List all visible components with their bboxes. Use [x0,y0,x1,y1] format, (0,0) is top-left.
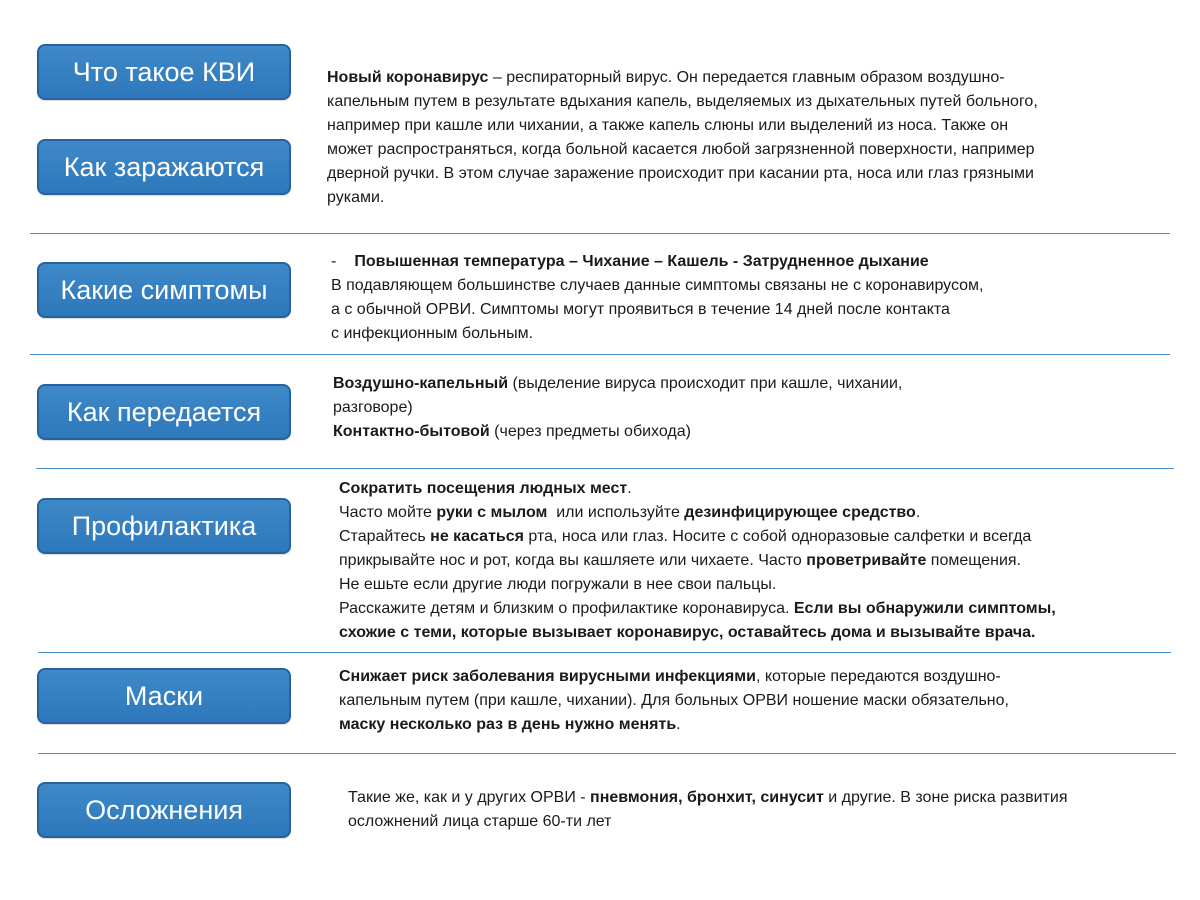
text-line [339,477,1056,501]
text-line: капельным путем в результате вдыхания капель, выделяемых из дыхательных путей больного, [327,93,1038,110]
text-line [339,713,1009,737]
section-divider [38,652,1171,653]
text-line [333,420,902,444]
section-transmission-text [333,372,902,444]
text-line [333,372,902,396]
text-line: с инфекционным больным. [331,325,534,342]
bold-term: Сократить посещения людных мест [339,480,628,497]
bold-term: маску несколько раз в день нужно менять [339,716,677,733]
text-span: и другие. В зоне риска развития [823,789,1068,806]
text-line [348,786,1067,810]
text-line: разговоре) [333,399,413,416]
bold-term: не касаться [430,528,524,545]
bold-term: Новый коронавирус [327,69,489,86]
text-span: помещения. [926,552,1022,569]
text-span: . [915,504,921,521]
text-span: рта, носа или глаз. Носите с собой одноразовые салфетки и всегда [523,528,1032,545]
list-dash: - [331,253,337,270]
section-divider [30,233,1170,234]
text-line: руками. [327,189,385,206]
bold-term: Воздушно-капельный [333,375,509,392]
text-line: а с обычной ОРВИ. Симптомы могут проявиться в течение 14 дней после контакта [331,301,950,318]
text-line: капельным путем (при кашле, чихании). Для больных ОРВИ ношение маски обязательно, [339,692,1009,709]
section-complications-text [348,786,1067,834]
text-span: Старайтесь [339,528,431,545]
section-prevention-text [339,477,1056,645]
section-symptoms-text [331,250,984,346]
text-span: – респираторный вирус. Он передается главным образом воздушно- [488,69,1005,86]
text-line: осложнений лица старше 60-ти лет [348,813,612,830]
bold-term: Контактно-бытовой [333,423,490,440]
text-line [339,621,1056,645]
bold-term: руки с мылом [436,504,548,521]
text-line: В подавляющем большинстве случаев данные симптомы связаны не с коронавирусом, [331,277,984,294]
text-line [327,66,1038,90]
text-line [331,250,984,274]
text-line [339,665,1009,689]
bold-term: схожие с теми, которые вызывает коронавирус, оставайтесь дома и вызывайте врача. [339,624,1036,641]
section-divider [36,468,1174,469]
bold-term: проветривайте [806,552,927,569]
section-masks-text [339,665,1009,737]
text-span: или используйте [547,504,685,521]
bold-term: Если вы обнаружили симптомы, [793,600,1056,617]
bold-term: Снижает риск заболевания вирусными инфекциями [339,668,756,685]
sidebar-item-prevention[interactable]: Профилактика [37,498,291,554]
bold-term: дезинфицирующее средство [684,504,916,521]
text-span: . [676,716,681,733]
text-span: , которые передаются воздушно- [755,668,1001,685]
text-span: прикрывайте нос и рот, когда вы кашляете или чихаете. Часто [339,552,807,569]
text-span: (через предметы обихода) [489,423,691,440]
text-line: например при кашле или чихании, а также капель слюны или выделений из носа. Также он [327,117,1009,134]
text-span: Такие же, как и у других ОРВИ - [348,789,591,806]
text-span: (выделение вируса происходит при кашле, чихании, [508,375,903,392]
text-line: может распространяться, когда больной касается любой загрязненной поверхности, например [327,141,1035,158]
text-line: дверной ручки. В этом случае заражение происходит при касании рта, носа или глаз грязными [327,165,1034,182]
text-line: Не ешьте если другие люди погружали в нее свои пальцы. [339,576,777,593]
sidebar-item-masks[interactable]: Маски [37,668,291,724]
text-span: Часто мойте [339,504,437,521]
sidebar-item-what-is-kvi[interactable]: Что такое КВИ [37,44,291,100]
text-span: . [627,480,632,497]
text-line [339,525,1056,549]
section-divider [38,753,1176,754]
section-what-is-text [327,66,1038,210]
symptom-list: Повышенная температура – Чихание – Кашель - Затрудненное дыхание [354,253,929,270]
sidebar-item-complications[interactable]: Осложнения [37,782,291,838]
sidebar-item-symptoms[interactable]: Какие симптомы [37,262,291,318]
sidebar-item-how-infected[interactable]: Как заражаются [37,139,291,195]
text-line [339,597,1056,621]
sidebar-item-transmission[interactable]: Как передается [37,384,291,440]
text-line [339,549,1056,573]
text-span: Расскажите детям и близким о профилактике коронавируса. [339,600,794,617]
text-line [339,501,1056,525]
section-divider [30,354,1170,355]
bold-term: пневмония, бронхит, синусит [590,789,824,806]
